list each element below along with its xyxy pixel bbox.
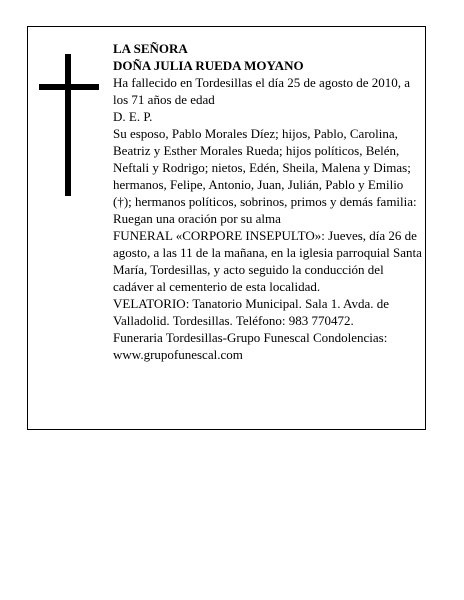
notice-text bbox=[113, 40, 423, 363]
notice-title: LA SEÑORA bbox=[113, 41, 188, 56]
obituary-notice bbox=[27, 26, 426, 430]
family-list: Su esposo, Pablo Morales Díez; hijos, Pablo, Carolina, Beatriz y Esther Morales Rueda; hijos políticos, Belén, Neftali y Rodrigo; nietos, Edén, Sheila, Malena y Dimas; hermanos, Felipe, Antonio, Juan, Julián, Pablo y Emilio (†); hermanos políticos, sobrinos, primos y demás familia: bbox=[113, 126, 417, 209]
deceased-name: DOÑA JULIA RUEDA MOYANO bbox=[113, 58, 304, 73]
wake-details: VELATORIO: Tanatorio Municipal. Sala 1. Avda. de Valladolid. Tordesillas. Teléfono: 983 770472. bbox=[113, 296, 390, 328]
prayer-request: Ruegan una oración por su alma bbox=[113, 211, 281, 226]
cross-vertical-bar bbox=[65, 54, 71, 196]
funeral-home-info: Funeraria Tordesillas-Grupo Funescal Condolencias: www.grupofunescal.com bbox=[113, 330, 388, 362]
funeral-details: FUNERAL «CORPORE INSEPULTO»: Jueves, día 26 de agosto, a las 11 de la mañana, en la iglesia parroquial Santa María, Tordesillas, y acto seguido la conducción del cadáver al cementerio de esta localidad. bbox=[113, 228, 422, 294]
rip-text: D. E. P. bbox=[113, 109, 153, 124]
death-notice: Ha fallecido en Tordesillas el día 25 de agosto de 2010, a los 71 años de edad bbox=[113, 75, 411, 107]
cross-icon bbox=[39, 54, 99, 196]
cross-horizontal-bar bbox=[39, 84, 99, 90]
